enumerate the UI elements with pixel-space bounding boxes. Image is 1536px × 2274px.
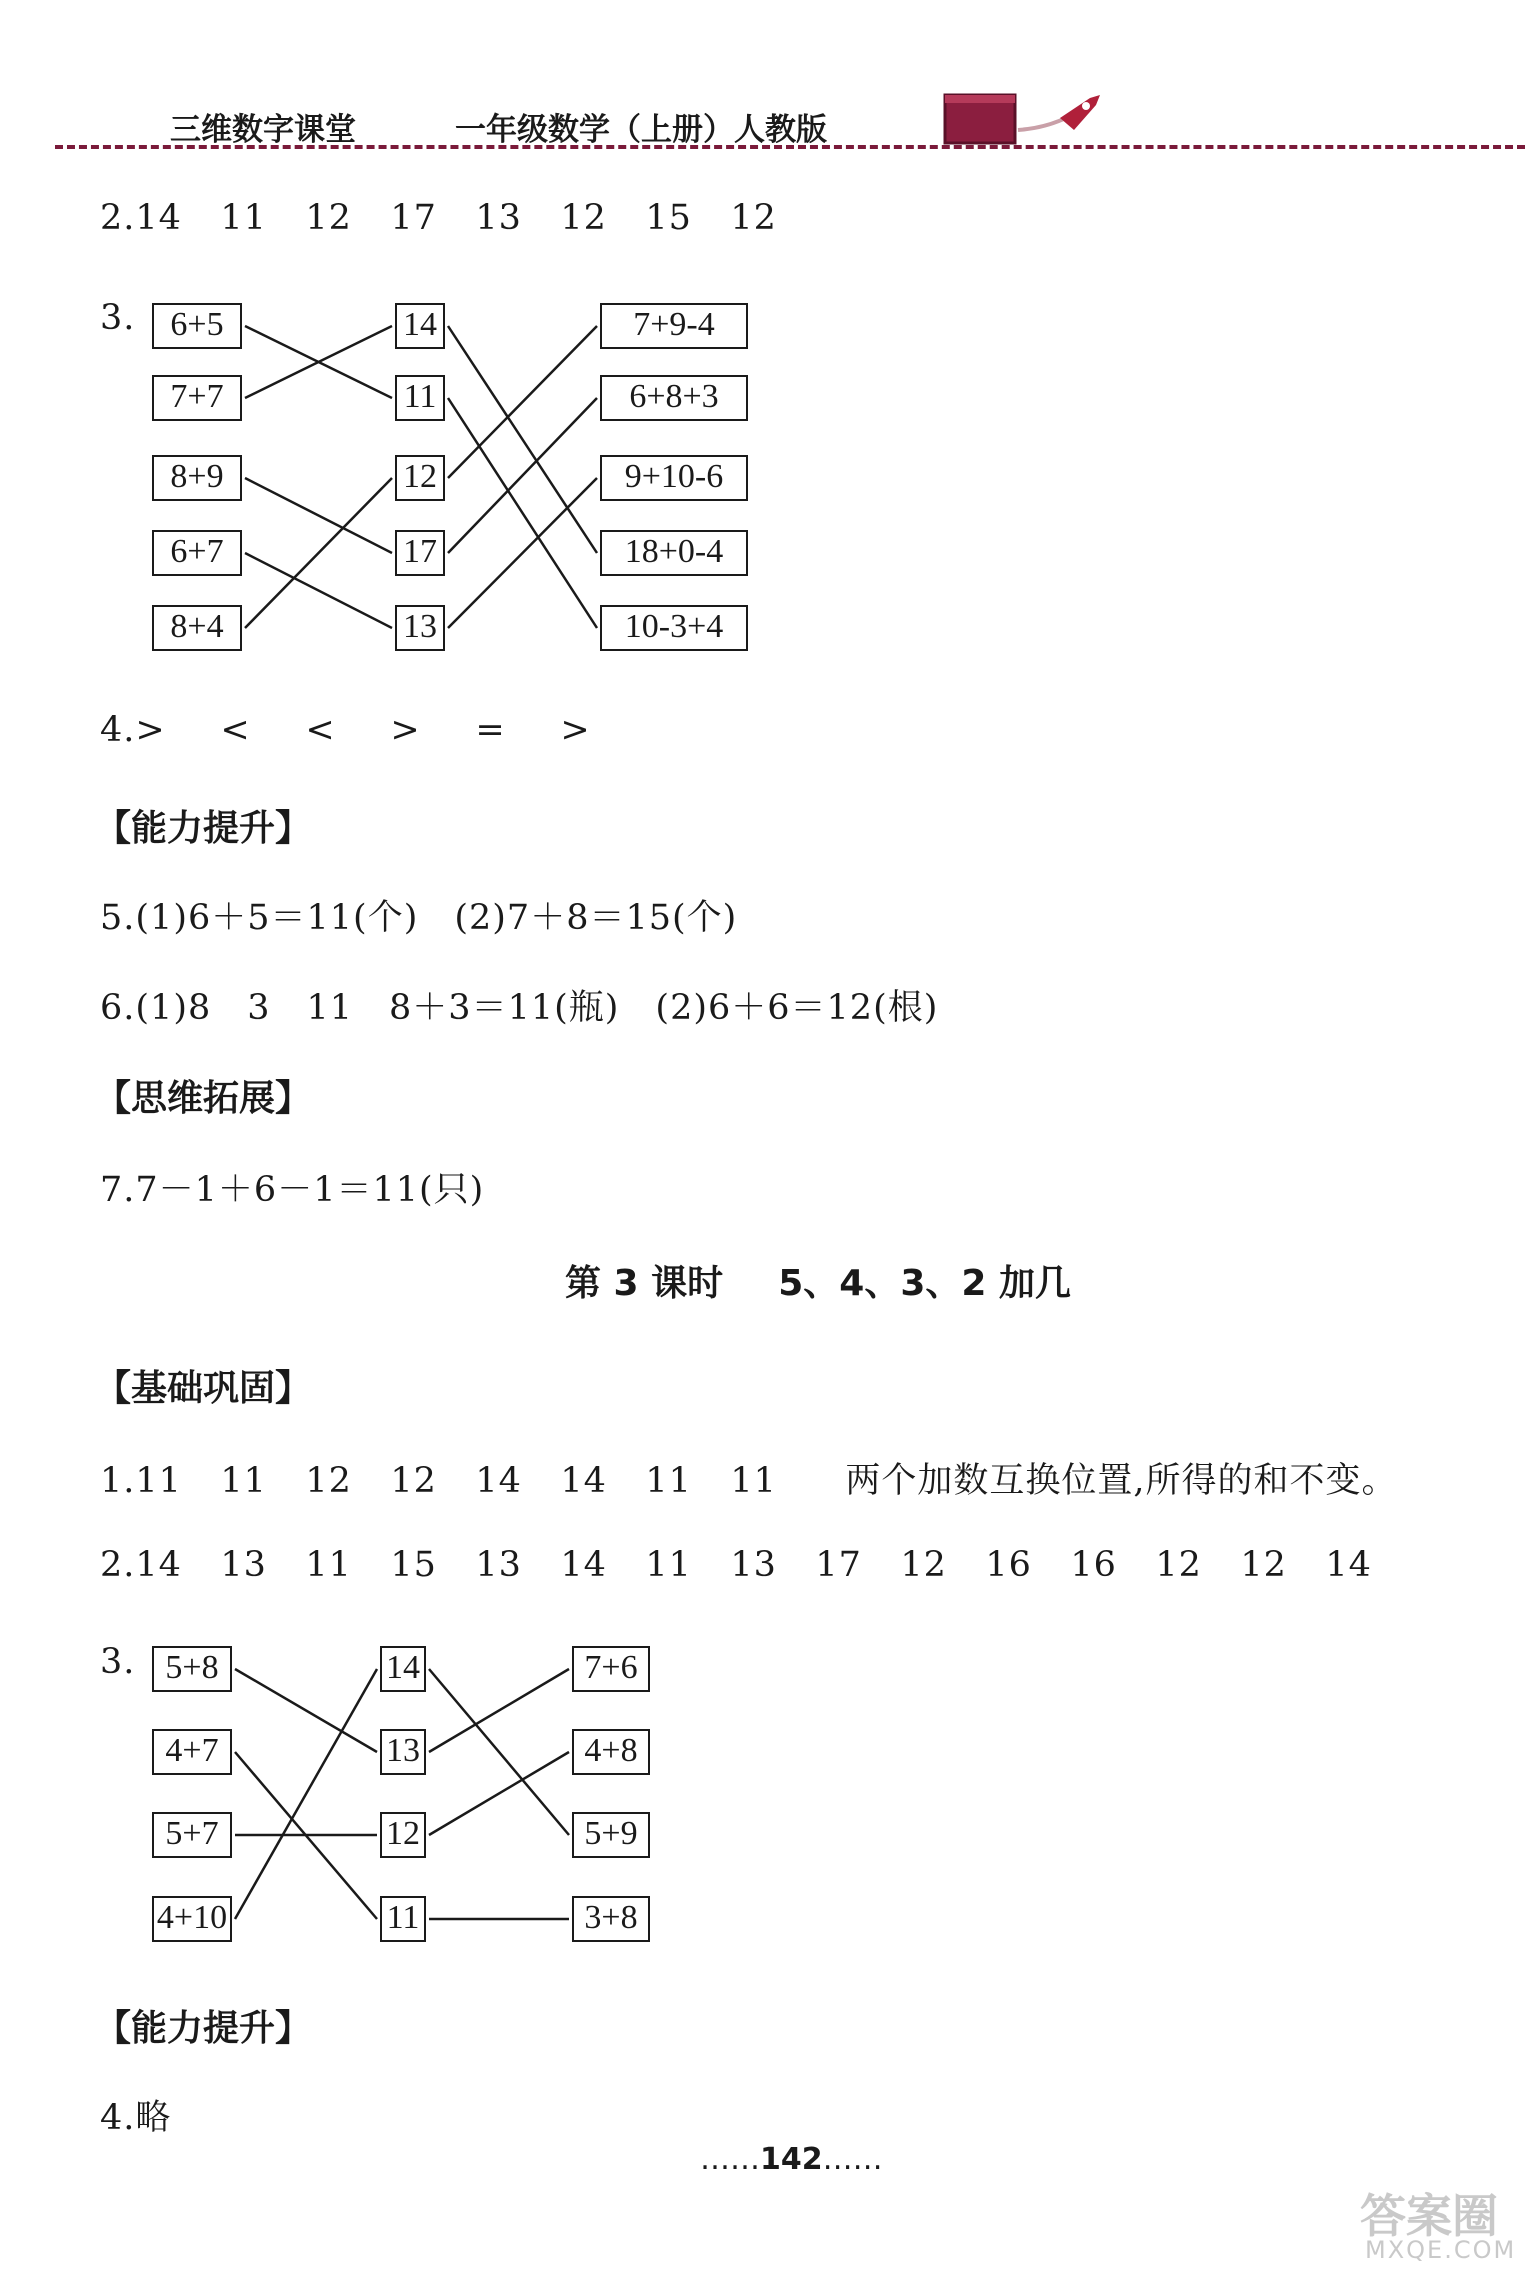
p2-q1-value-3: 12 (305, 1461, 352, 1501)
lesson-title-suffix: 5、4、3、2 加几 (778, 1263, 1071, 1304)
footer-dots-left: …… (700, 2142, 760, 2177)
q3b-link-right-1 (429, 1669, 569, 1835)
q2-answers (100, 198, 815, 238)
q3a-link-left-2 (245, 326, 392, 398)
section-basic: 【基础巩固】 (95, 1368, 312, 1409)
p2-q2-answers (100, 1545, 1410, 1585)
q2-value-5: 13 (475, 198, 522, 238)
q4-answers (100, 710, 645, 750)
q4-symbol-1: > (135, 710, 166, 750)
q3a-right-box-4: 18+0-4 (600, 530, 748, 576)
p2-q2-value-13: 12 (1155, 1545, 1202, 1585)
q2-value-4: 17 (390, 198, 437, 238)
q3b-middle-box-3: 12 (380, 1812, 426, 1858)
q3a-right-box-2: 6+8+3 (600, 375, 748, 421)
q3b-link-right-2 (429, 1669, 569, 1752)
footer-dots-right: …… (822, 2142, 883, 2177)
q3a-left-box-2: 7+7 (152, 375, 242, 421)
q4-symbol-4: > (390, 710, 421, 750)
p2-q1-value-7: 11 (645, 1461, 692, 1501)
p2-q2-value-15: 14 (1325, 1545, 1372, 1585)
p2-q1-value-1: 11 (135, 1461, 182, 1501)
lesson-title-prefix: 第 3 课时 (565, 1263, 724, 1304)
q2-value-3: 12 (305, 198, 352, 238)
q3b-right-box-2: 4+8 (572, 1729, 650, 1775)
q3a-link-right-4 (448, 398, 597, 553)
book-series-title: 三维数字课堂 (170, 112, 356, 148)
p2-q1-value-4: 12 (390, 1461, 437, 1501)
q2-value-8: 12 (730, 198, 777, 238)
q2-value-2: 11 (220, 198, 267, 238)
q4-symbol-6: > (560, 710, 591, 750)
p2-q2-value-8: 13 (730, 1545, 777, 1585)
q3b-left-box-3: 5+7 (152, 1812, 232, 1858)
q3a-right-box-5: 10-3+4 (600, 605, 748, 651)
q3b-link-left-1 (235, 1669, 377, 1752)
q3a-link-right-1 (448, 326, 597, 553)
q3a-link-right-5 (448, 478, 597, 628)
q4-symbol-3: < (305, 710, 336, 750)
q3a-left-box-1: 6+5 (152, 303, 242, 349)
rocket-board-icon (940, 90, 1105, 150)
p2-q2-value-4: 15 (390, 1545, 437, 1585)
q6-answer: 6.(1)8 3 11 8＋3＝11(瓶) (2)6＋6＝12(根) (100, 988, 939, 1028)
p2-q2-value-14: 12 (1240, 1545, 1287, 1585)
book-subject-title: 一年级数学（上册）人教版 (455, 112, 827, 148)
p2-q2-value-6: 14 (560, 1545, 607, 1585)
section-ability-1: 【能力提升】 (95, 808, 312, 849)
q3b-link-right-3 (429, 1752, 569, 1835)
q3a-link-left-3 (245, 478, 392, 553)
q3b-right-box-1: 7+6 (572, 1646, 650, 1692)
q3b-right-box-3: 5+9 (572, 1812, 650, 1858)
q3b-left-box-1: 5+8 (152, 1646, 232, 1692)
q4-symbol-2: < (220, 710, 251, 750)
p2-q2-value-7: 11 (645, 1545, 692, 1585)
q3b-middle-box-1: 14 (380, 1646, 426, 1692)
q5-answer: 5.(1)6＋5＝11(个) (2)7＋8＝15(个) (100, 898, 738, 938)
q3a-left-box-4: 6+7 (152, 530, 242, 576)
q2-label: 2. (100, 198, 136, 238)
p2-q2-value-10: 12 (900, 1545, 947, 1585)
q4-label: 4. (100, 710, 136, 750)
q3b-link-left-4 (235, 1669, 377, 1919)
p2-q1-value-6: 14 (560, 1461, 607, 1501)
q3a-middle-box-1: 14 (395, 303, 445, 349)
p2-q2-value-2: 13 (220, 1545, 267, 1585)
watermark-logo: 答案圈 (1360, 2189, 1498, 2243)
q3b-link-left-2 (235, 1752, 377, 1919)
p2-q4-answer: 4.略 (100, 2098, 172, 2138)
p2-q2-value-12: 16 (1070, 1545, 1117, 1585)
page-footer (700, 2142, 883, 2177)
watermark-url: MXQE.COM (1365, 2236, 1517, 2264)
q3a-link-left-1 (245, 326, 392, 398)
header-divider (55, 145, 1525, 149)
q7-answer: 7.7－1＋6－1＝11(只) (100, 1170, 485, 1210)
q3b-left-box-2: 4+7 (152, 1729, 232, 1775)
q2-value-1: 14 (135, 198, 182, 238)
q3b-right-box-4: 3+8 (572, 1896, 650, 1942)
p2-q1-value-5: 14 (475, 1461, 522, 1501)
section-ability-2: 【能力提升】 (95, 2008, 312, 2049)
q3a-link-right-2 (448, 398, 597, 628)
lesson-title (565, 1255, 1071, 1306)
p2-q2-value-3: 11 (305, 1545, 352, 1585)
q3a-right-box-3: 9+10-6 (600, 455, 748, 501)
q3a-link-left-5 (245, 478, 392, 628)
p2-q2-label: 2. (100, 1545, 136, 1585)
page-number: 142 (760, 2142, 823, 2177)
q2-value-6: 12 (560, 198, 607, 238)
p2-q3-label: 3. (100, 1642, 136, 1682)
q3b-middle-box-2: 13 (380, 1729, 426, 1775)
q3a-middle-box-5: 13 (395, 605, 445, 651)
p2-q2-value-11: 16 (985, 1545, 1032, 1585)
p2-q1-label: 1. (100, 1461, 136, 1501)
q3b-middle-box-4: 11 (380, 1896, 426, 1942)
p2-q1-note: 两个加数互换位置,所得的和不变。 (845, 1461, 1398, 1501)
q3-label: 3. (100, 298, 136, 338)
q3a-right-box-1: 7+9-4 (600, 303, 748, 349)
p2-q2-value-9: 17 (815, 1545, 862, 1585)
p2-q2-value-5: 13 (475, 1545, 522, 1585)
q3a-link-left-4 (245, 553, 392, 628)
q3a-middle-box-3: 12 (395, 455, 445, 501)
q2-value-7: 15 (645, 198, 692, 238)
p2-q2-value-1: 14 (135, 1545, 182, 1585)
q3a-middle-box-2: 11 (395, 375, 445, 421)
q3a-middle-box-4: 17 (395, 530, 445, 576)
p2-q1-value-2: 11 (220, 1461, 267, 1501)
q3b-left-box-4: 4+10 (152, 1896, 232, 1942)
section-thinking: 【思维拓展】 (95, 1078, 312, 1119)
p2-q1-answers (100, 1453, 1398, 1503)
q3a-left-box-3: 8+9 (152, 455, 242, 501)
q3a-link-right-3 (448, 326, 597, 478)
q3a-left-box-5: 8+4 (152, 605, 242, 651)
p2-q1-value-8: 11 (730, 1461, 777, 1501)
q4-symbol-5: = (475, 710, 506, 750)
